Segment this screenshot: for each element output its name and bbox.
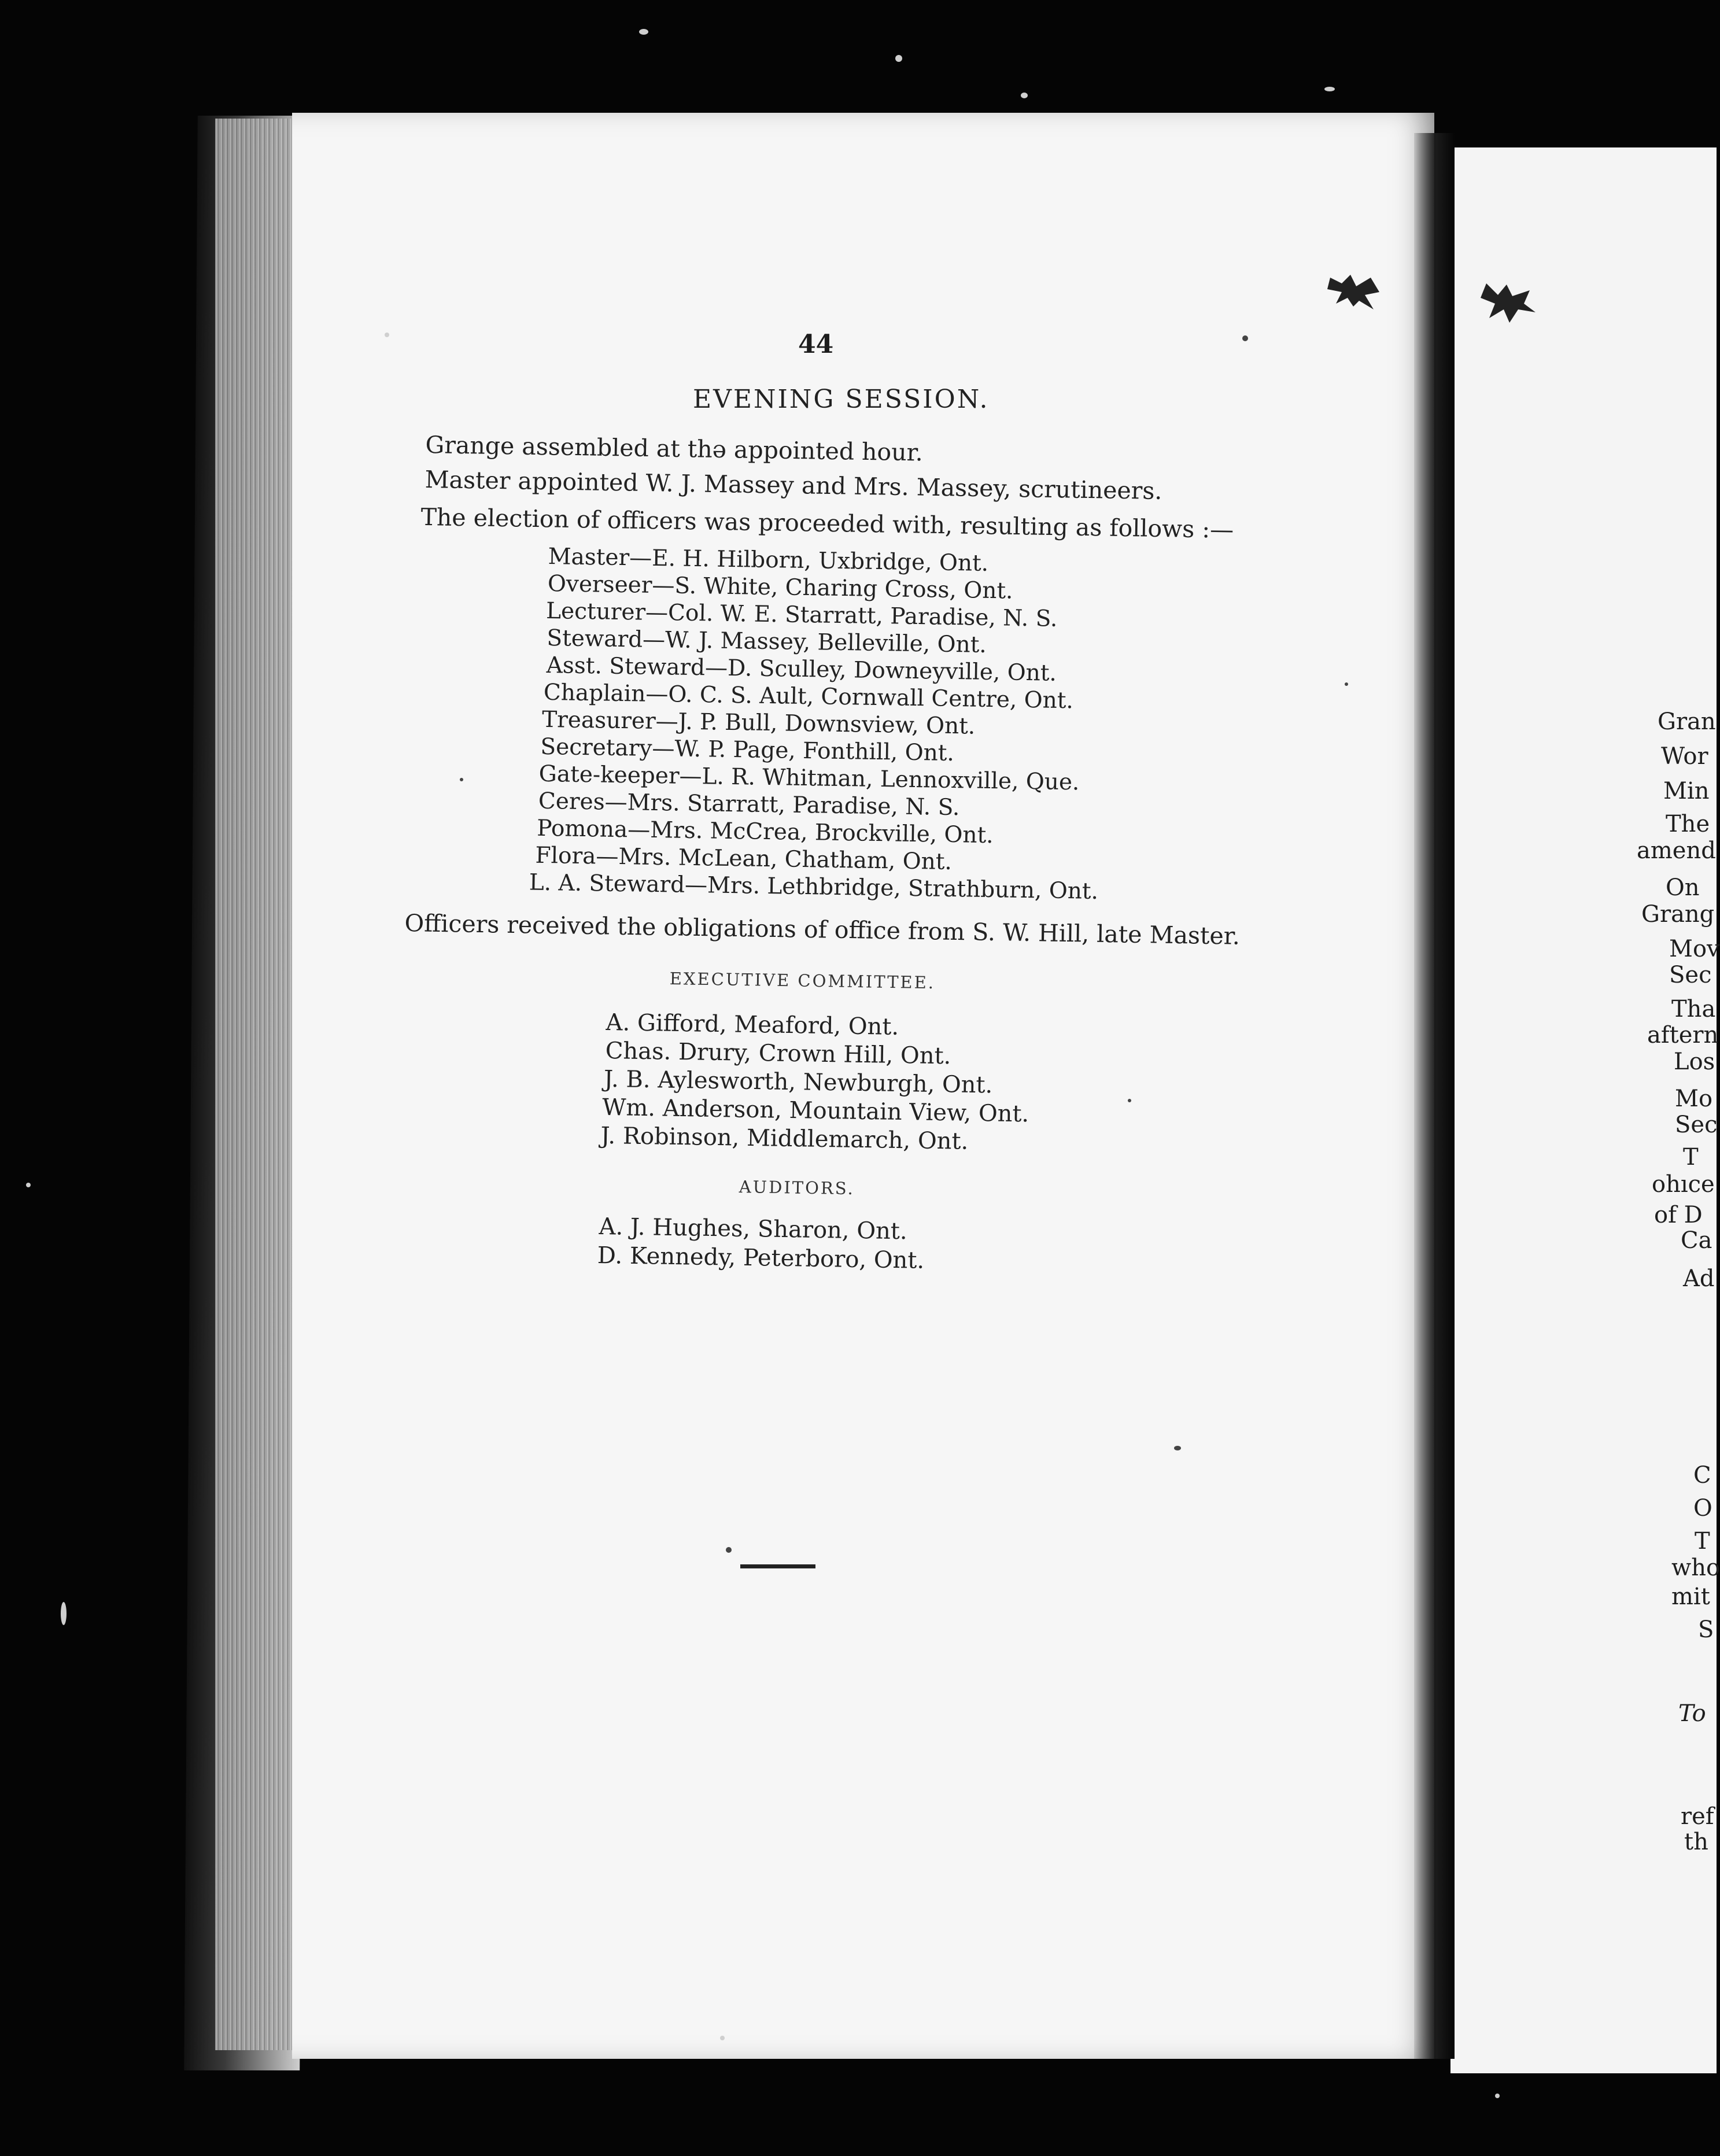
scan-speck: [1021, 93, 1028, 98]
auditor-entry: A. J. Hughes, Sharon, Ont.: [599, 1213, 908, 1245]
page-number: 44: [798, 330, 834, 359]
scan-speck: [639, 29, 648, 35]
right-page-fragment: th: [1684, 1829, 1708, 1855]
right-page-fragment: Min: [1663, 778, 1710, 804]
right-page-fragment: Ad: [1683, 1265, 1715, 1292]
right-page-fragment: To: [1678, 1700, 1706, 1727]
right-page-fragment: Wor: [1661, 743, 1708, 770]
officer-entry: Pomona—Mrs. McCrea, Brockville, Ont.: [536, 815, 994, 849]
officer-entry: Secretary—W. P. Page, Fonthill, Ont.: [540, 733, 955, 767]
right-page-fragment: C: [1693, 1462, 1711, 1489]
right-page-fragment: who: [1671, 1555, 1720, 1581]
intro-line: Master appointed W. J. Massey and Mrs. Massey, scrutineers.: [425, 465, 1162, 505]
right-page-fragment: Los: [1674, 1049, 1715, 1075]
officer-entry: Lecturer—Col. W. E. Starratt, Paradise, N. S.: [545, 597, 1058, 632]
right-page-fragment: S: [1698, 1616, 1714, 1643]
session-title: EVENING SESSION.: [693, 385, 990, 414]
right-page-fragment: Grang: [1641, 901, 1715, 928]
committee-member: Chas. Drury, Crown Hill, Ont.: [605, 1037, 951, 1070]
officer-entry: Chaplain—O. C. S. Ault, Cornwall Centre, Ont.: [543, 679, 1074, 714]
committee-member: J. Robinson, Middlemarch, Ont.: [600, 1122, 969, 1155]
right-page-fragment: Sec: [1675, 1112, 1718, 1138]
right-page-fragment: mit: [1671, 1583, 1710, 1610]
committee-member: J. B. Aylesworth, Newburgh, Ont.: [603, 1065, 993, 1099]
page-speck: [1128, 1099, 1131, 1102]
right-page-fragment: ref: [1681, 1803, 1714, 1830]
right-page-fragment: Mov: [1669, 936, 1720, 962]
committee-member: Wm. Anderson, Mountain View, Ont.: [601, 1094, 1029, 1128]
right-page-fragment: T: [1683, 1144, 1699, 1171]
officer-entry: Asst. Steward—D. Sculley, Downeyville, Ont.: [546, 652, 1057, 686]
scan-speck: [895, 55, 902, 62]
page-speck: [1174, 1446, 1181, 1450]
right-page-fragment: ohıce: [1652, 1171, 1715, 1198]
right-page-fragment: O: [1693, 1495, 1712, 1522]
obligations-line: Officers received the obligations of office from S. W. Hill, late Master.: [404, 909, 1241, 950]
right-page-fragment: Sec: [1669, 962, 1712, 988]
officer-entry: Master—E. H. Hilborn, Uxbridge, Ont.: [548, 544, 989, 577]
scan-speck: [61, 1602, 67, 1625]
officer-entry: Overseer—S. White, Charing Cross, Ont.: [547, 570, 1013, 604]
officer-entry: Steward—W. J. Massey, Belleville, Ont.: [547, 625, 987, 658]
page-speck: [460, 778, 463, 781]
damage-hole-right: [1478, 278, 1541, 324]
book-gutter: [1414, 133, 1455, 2059]
officer-entry: Ceres—Mrs. Starratt, Paradise, N. S.: [538, 788, 960, 821]
committee-member: A. Gifford, Meaford, Ont.: [606, 1009, 899, 1040]
scan-speck: [1495, 2094, 1500, 2098]
officer-entry: Treasurer—J. P. Bull, Downsview, Ont.: [541, 706, 976, 740]
closing-rule: [740, 1564, 815, 1568]
right-page-fragment: Tha: [1671, 996, 1716, 1022]
right-page-fragment: amend: [1637, 837, 1716, 864]
officer-entry: Gate-keeper—L. R. Whitman, Lennoxville, Que.: [538, 760, 1080, 796]
right-page-fragment: The: [1666, 811, 1710, 837]
damage-hole-left: [1324, 266, 1388, 312]
executive-committee-heading: EXECUTIVE COMMITTEE.: [669, 969, 936, 993]
officer-entry: L. A. Steward—Mrs. Lethbridge, Strathburn, Ont.: [529, 869, 1099, 905]
right-page-fragment: Mo: [1675, 1086, 1713, 1112]
auditor-entry: D. Kennedy, Peterboro, Ont.: [597, 1242, 925, 1274]
right-page-fragment: Gran: [1658, 708, 1716, 735]
right-page-fragment: T: [1695, 1528, 1710, 1555]
page-speck: [1242, 335, 1248, 341]
page-speck: [726, 1547, 732, 1553]
auditors-heading: AUDITORS.: [739, 1177, 855, 1199]
scan-speck: [26, 1183, 31, 1187]
right-page-fragment: aftern: [1647, 1022, 1719, 1049]
intro-line: The election of officers was proceeded with, resulting as follows :—: [420, 503, 1234, 544]
page-speck: [1345, 682, 1348, 686]
intro-line: Grange assembled at thə appointed hour.: [425, 431, 924, 467]
officer-entry: Flora—Mrs. McLean, Chatham, Ont.: [535, 842, 953, 876]
right-page-fragment: Ca: [1681, 1227, 1712, 1254]
right-page-fragment: of D: [1654, 1202, 1703, 1228]
scan-speck: [720, 2036, 725, 2040]
page-edges: [215, 119, 299, 2050]
right-page-fragment: On: [1666, 874, 1700, 901]
scan-speck: [1324, 87, 1335, 91]
scan-speck: [385, 333, 389, 337]
